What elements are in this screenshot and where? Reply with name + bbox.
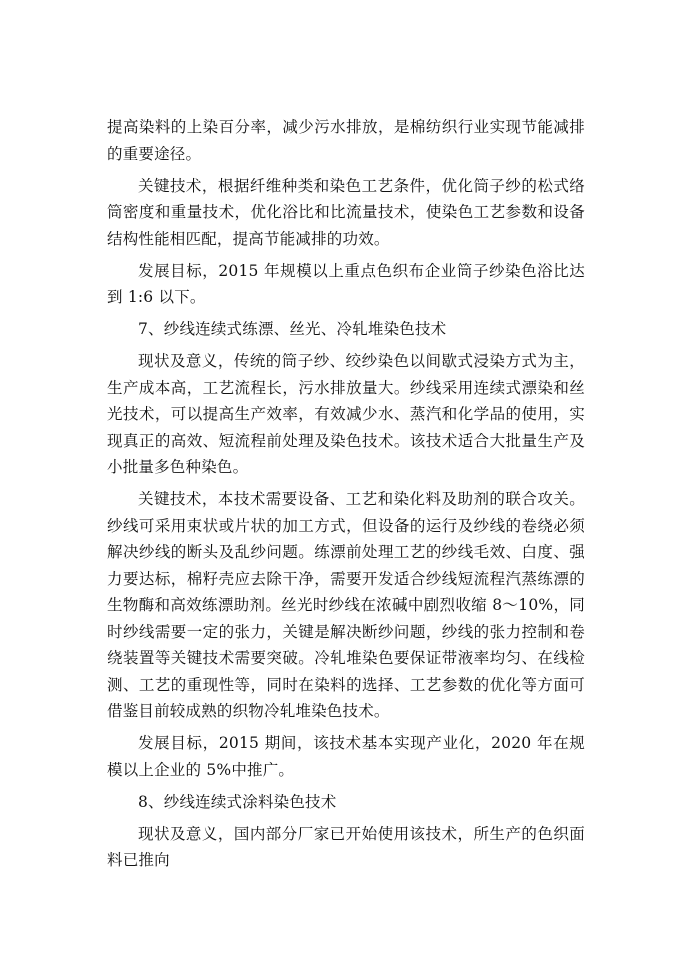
section-heading-7: 7、纱线连续式练漂、丝光、冷轧堆染色技术 <box>138 320 447 338</box>
paragraph-continuation: 提高染料的上染百分率，减少污水排放，是棉纺织行业实现节能减排的重要途径。 <box>107 118 585 163</box>
paragraph-key-tech-1: 关键技术，根据纤维种类和染色工艺条件，优化筒子纱的松式络筒密度和重量技术，优化浴比和比流量技术，使染色工艺参数和设备结构性能相匹配，提高节能减排的功效。 <box>107 176 585 248</box>
section-heading-8: 8、纱线连续式涂料染色技术 <box>138 792 337 811</box>
document-body <box>107 114 585 879</box>
paragraph-key-tech-7: 关键技术，本技术需要设备、工艺和染化料及助剂的联合攻关。纱线可采用束状或片状的加工方式，但设备的运行及纱线的卷绕必须解决纱线的断头及乱纱问题。练漂前处理工艺的纱线毛效、白度、强力要达标，棉籽壳应去除干净，需要开发适合纱线短流程汽蒸练漂的生物酶和高效练漂助剂。丝光时纱线在浓碱中剧烈收缩 8～10%，同时纱线需要一定的张力，关键是解决断纱问题，纱线的张力控制和卷绕装置等关键技术需要突破。冷轧堆染色要保证带液率均匀、在线检测、工艺的重现性等，同时在染料的选择、工艺参数的优化等方面可借鉴目前较成熟的织物冷轧堆染色技术。 <box>107 490 585 720</box>
paragraph-goal-1: 发展目标，2015 年规模以上重点色织布企业筒子纱染色浴比达到 1:6 以下。 <box>107 261 585 306</box>
paragraph-status-7: 现状及意义，传统的筒子纱、绞纱染色以间歇式浸染方式为主，生产成本高，工艺流程长，污水排放量大。纱线采用连续式漂染和丝光技术，可以提高生产效率，有效减少水、蒸汽和化学品的使用，实现真正的高效、短流程前处理及染色技术。该技术适合大批量生产及小批量多色种染色。 <box>107 352 585 476</box>
paragraph-status-8: 现状及意义，国内部分厂家已开始使用该技术，所生产的色织面料已推向 <box>107 824 585 869</box>
paragraph-goal-7: 发展目标，2015 期间，该技术基本实现产业化，2020 年在规模以上企业的 5%中推广。 <box>107 734 585 779</box>
